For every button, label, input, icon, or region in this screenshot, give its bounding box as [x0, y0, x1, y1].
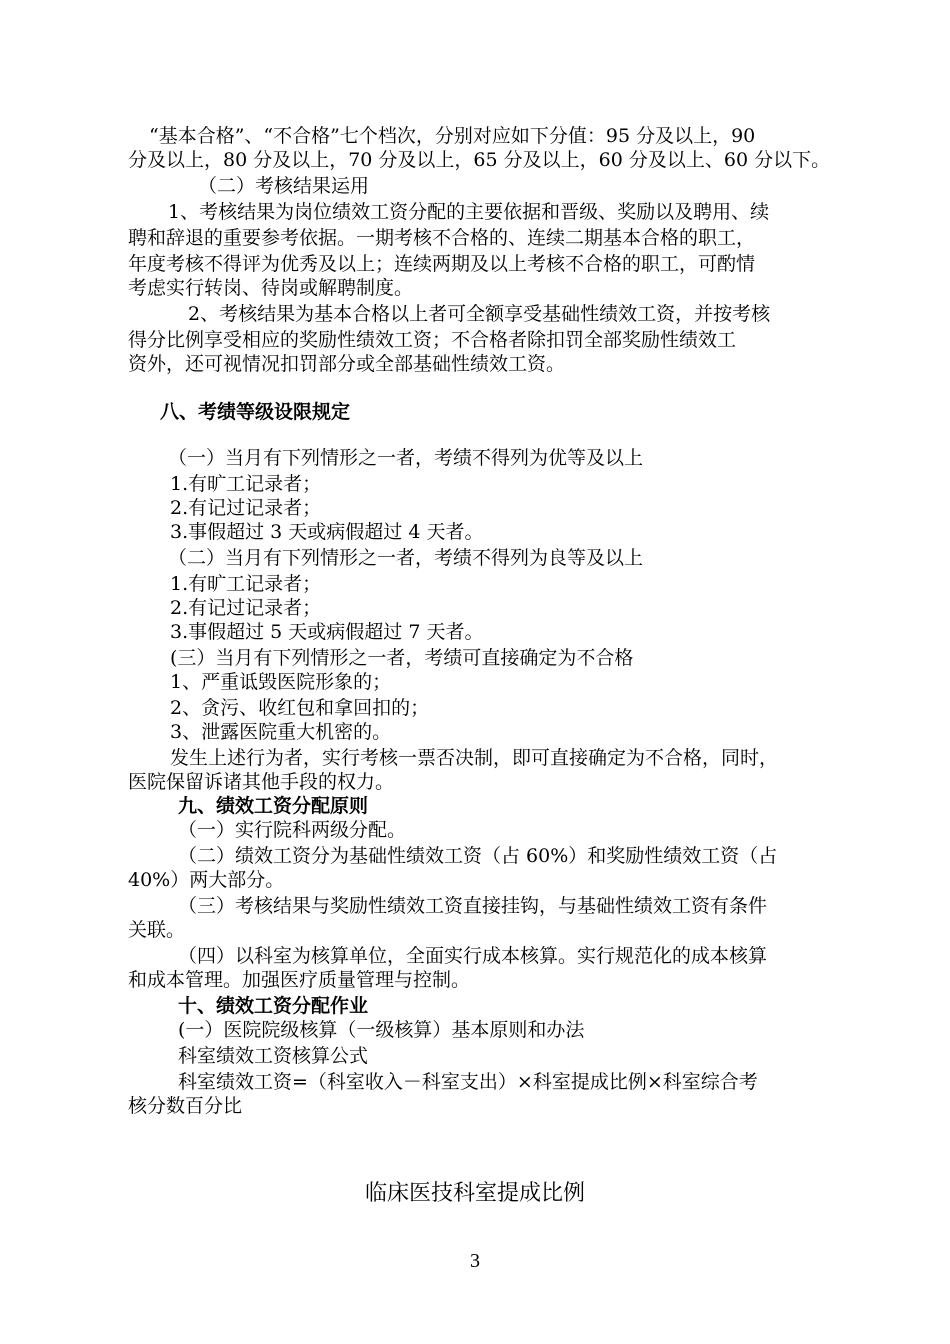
s8-item: 2.有记过记录者； [170, 497, 322, 519]
s8-item: （二）当月有下列情形之一者，考绩不得列为良等及以上 [168, 547, 644, 569]
s9-item: （二）绩效工资分为基础性绩效工资（占 60%）和奖励性绩效工资（占 [178, 845, 778, 867]
para2-line2: 聘和辞退的重要参考依据。一期考核不合格的、连续二期基本合格的职工， [128, 227, 756, 249]
s9-item: 和成本管理。加强医疗质量管理与控制。 [128, 969, 471, 991]
s8-close-line1: 发生上述行为者，实行考核一票否决制，即可直接确定为不合格，同时， [170, 747, 779, 769]
s8-item: 3.事假超过 3 天或病假超过 4 天者。 [170, 521, 484, 543]
s8-item: （一）当月有下列情形之一者，考绩不得列为优等及以上 [168, 447, 644, 469]
para3-line1: 2、考核结果为基本合格以上者可全额享受基础性绩效工资，并按考核 [188, 303, 771, 325]
section-9-title: 九、绩效工资分配原则 [178, 795, 369, 817]
s8-item: 1、严重诋毁医院形象的； [170, 671, 392, 693]
para3-line3: 资外，还可视情况扣罚部分或全部基础性绩效工资。 [128, 353, 566, 375]
para1-line1: “基本合格”、“不合格”七个档次，分别对应如下分值：95 分及以上，90 [149, 125, 756, 147]
s8-item: 3.事假超过 5 天或病假超过 7 天者。 [170, 621, 484, 643]
s8-item: (三）当月有下列情形之一者，考绩可直接确定为不合格 [170, 647, 634, 669]
subsection-title: （二）考核结果运用 [198, 175, 370, 197]
para2-line3: 年度考核不得评为优秀及以上；连续两期及以上考核不合格的职工，可酌情 [128, 253, 756, 275]
s10-item: 科室绩效工资核算公式 [178, 1045, 369, 1067]
s8-item: 1.有旷工记录者； [170, 473, 322, 495]
para1-line2: 分及以上，80 分及以上，70 分及以上，65 分及以上，60 分及以上、60 分以下。 [128, 149, 831, 171]
s9-item: 40%）两大部分。 [128, 869, 285, 891]
s10-item: 核分数百分比 [128, 1095, 243, 1117]
s8-item: 2、贪污、收红包和拿回扣的； [170, 697, 430, 719]
s8-item: 3、泄露医院重大机密的。 [170, 721, 392, 743]
s8-close-line2: 医院保留诉诸其他手段的权力。 [128, 771, 395, 793]
table-title: 临床医技科室提成比例 [364, 1181, 585, 1206]
section-10-title: 十、绩效工资分配作业 [178, 995, 369, 1017]
s8-item: 2.有记过记录者； [170, 597, 322, 619]
page-number: 3 [470, 1250, 480, 1272]
s9-item: （一）实行院科两级分配。 [178, 819, 407, 841]
s9-item: 关联。 [128, 919, 186, 941]
para3-line2: 得分比例享受相应的奖励性绩效工资；不合格者除扣罚全部奖励性绩效工 [128, 329, 737, 351]
section-8-title: 八、考绩等级设限规定 [160, 401, 351, 423]
s10-item: (一）医院院级核算（一级核算）基本原则和办法 [178, 1019, 585, 1041]
s8-item: 1.有旷工记录者； [170, 573, 322, 595]
s10-item: 科室绩效工资=（科室收入－科室支出）×科室提成比例×科室综合考 [178, 1071, 758, 1093]
para2-line4: 考虑实行转岗、待岗或解聘制度。 [128, 277, 414, 299]
s9-item: （三）考核结果与奖励性绩效工资直接挂钩，与基础性绩效工资有条件 [178, 895, 768, 917]
s9-item: （四）以科室为核算单位，全面实行成本核算。实行规范化的成本核算 [178, 945, 768, 967]
para2-line1: 1、考核结果为岗位绩效工资分配的主要依据和晋级、奖励以及聘用、续 [168, 201, 770, 223]
